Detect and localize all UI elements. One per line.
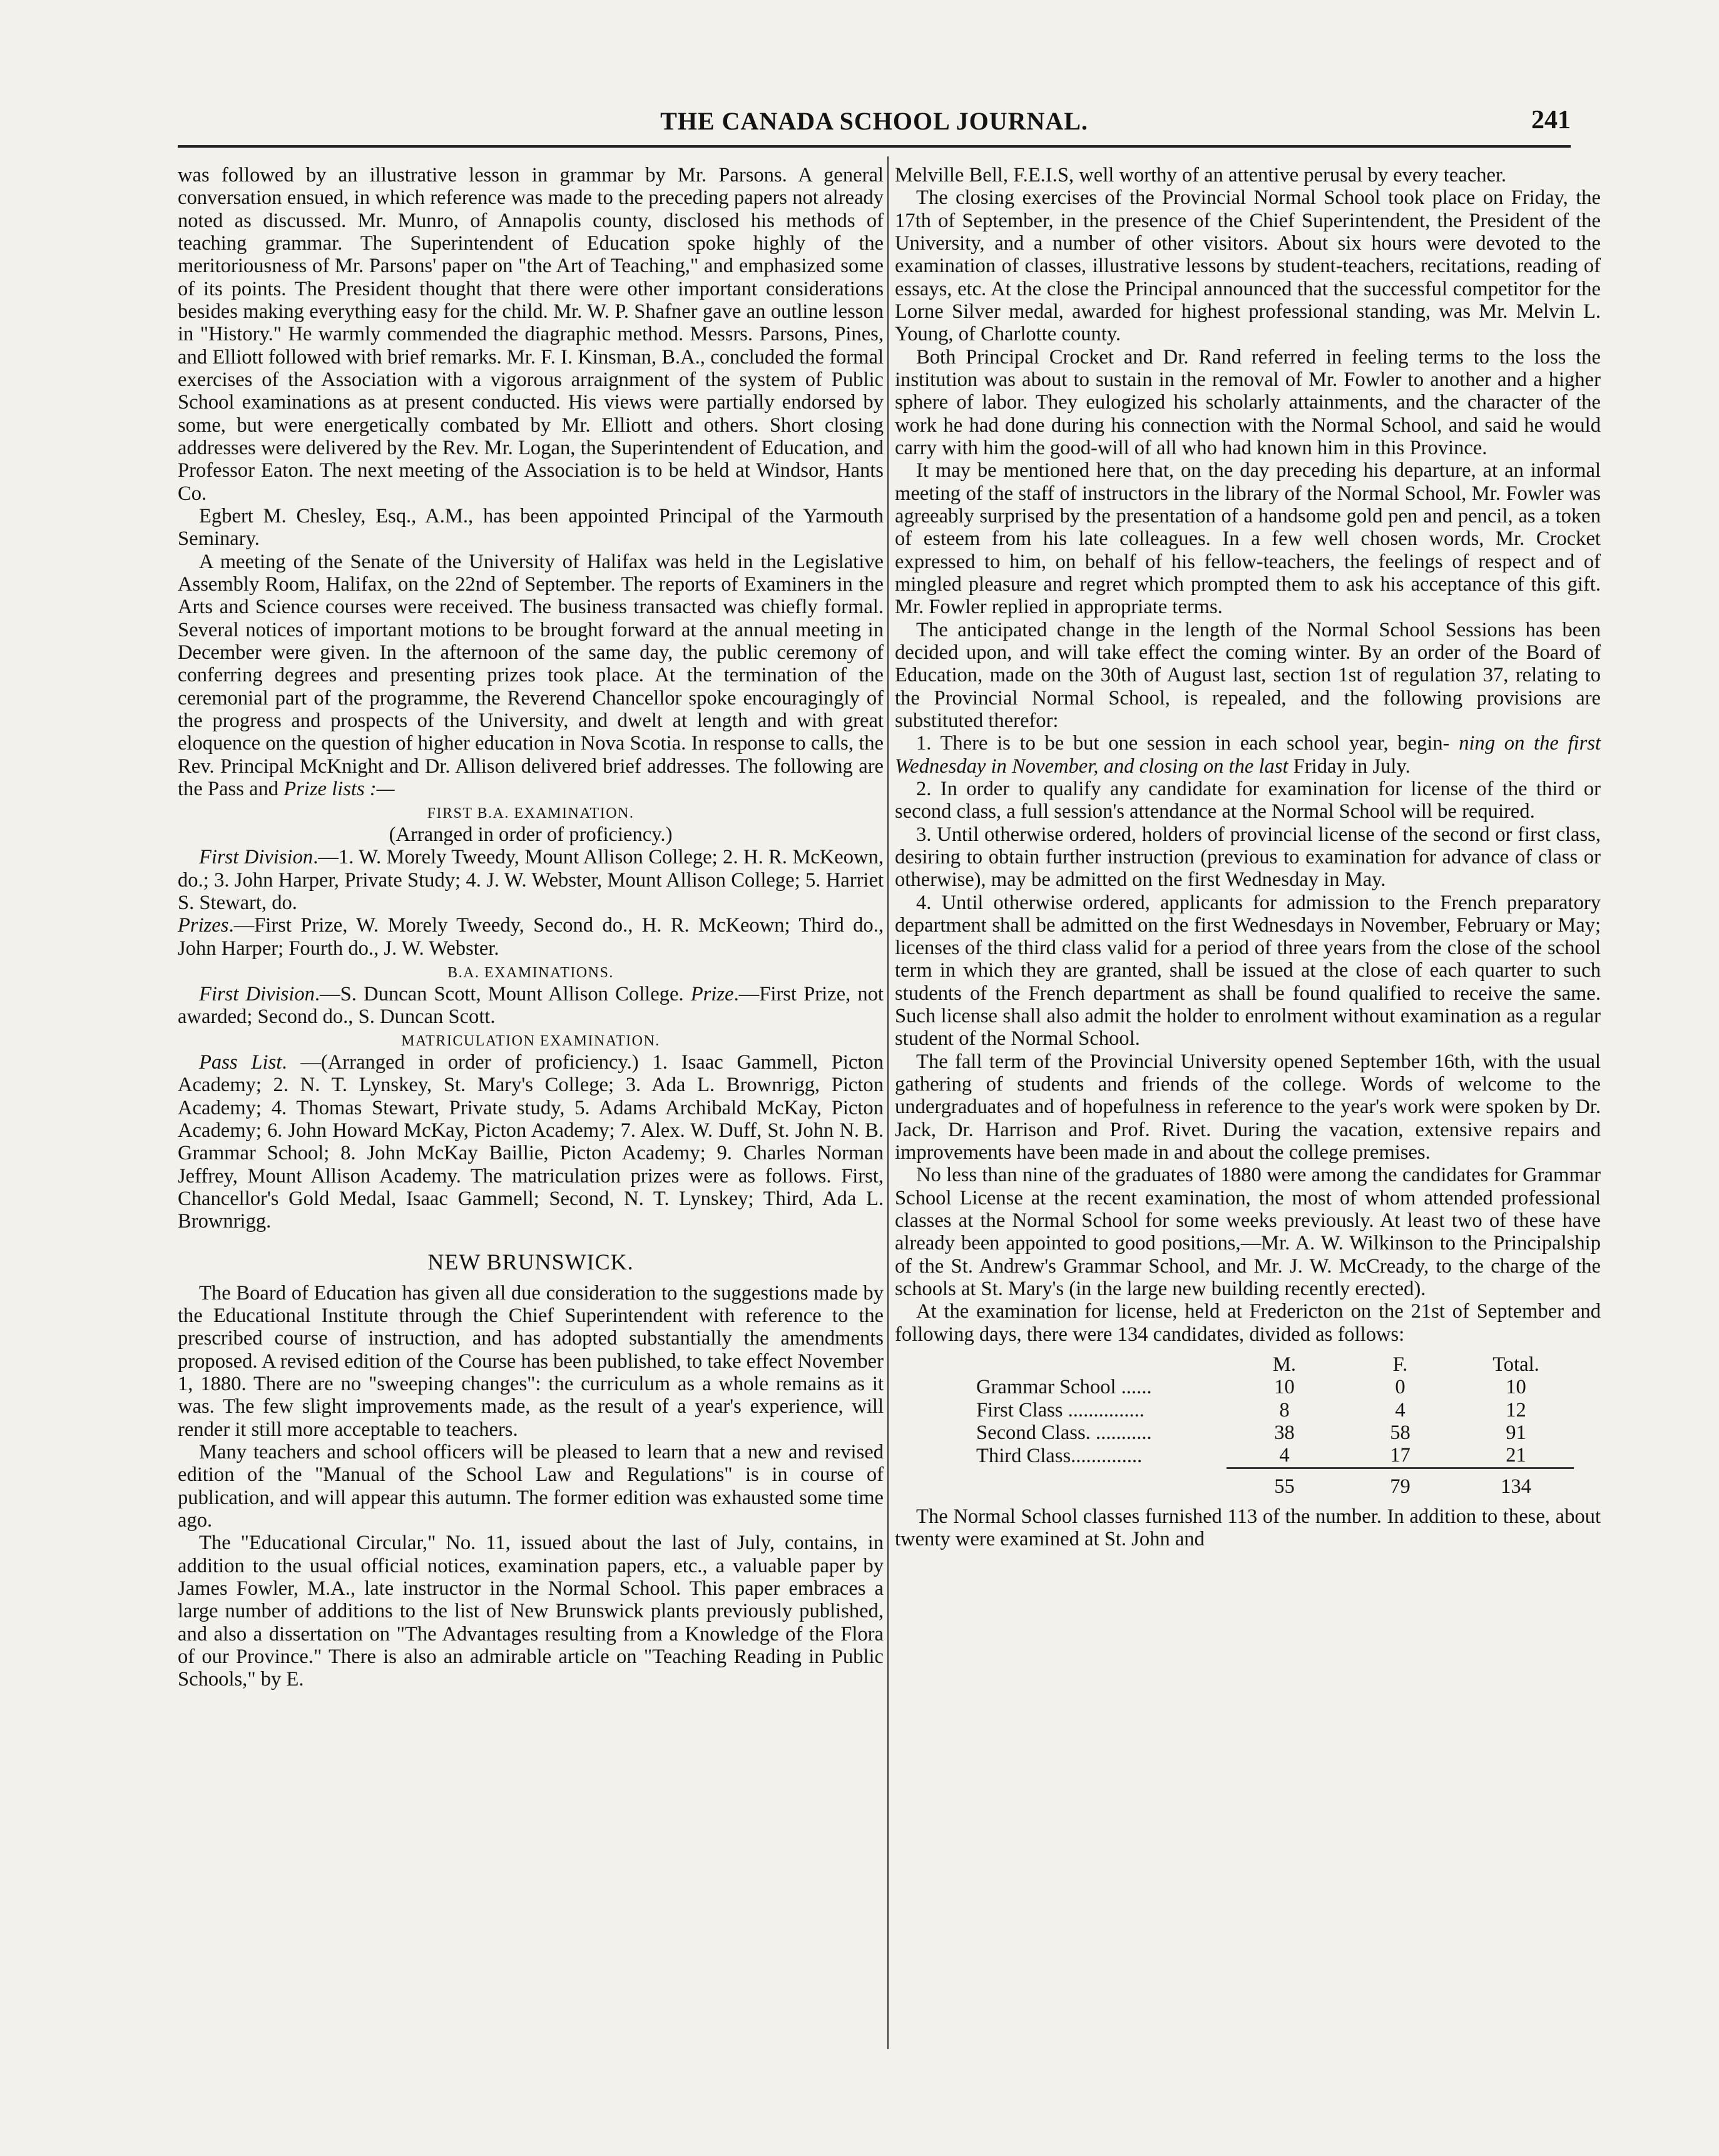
table-row — [976, 1399, 1574, 1421]
paragraph: was followed by an illustrative lesson in grammar by Mr. Parsons. A general conversation ensued, in which reference was made to the preceding papers not already noted as discussed. Mr. Munro, of Annapolis county, disclosed his methods of teaching grammar. The Superintendent of Education spoke highly of the meritoriousness of Mr. Parsons' paper on "the Art of Teaching," and emphasized some of its points. The President thought that there were other important considerations besides making everything easy for the child. Mr. W. P. Shafner gave an outline lesson in "History." He warmly commended the diagraphic method. Messrs. Parsons, Pines, and Elliott followed with brief remarks. Mr. F. I. Kinsman, B.A., concluded the formal exercises of the Association with a vigorous arraignment of the system of Public School examinations as at present conducted. His views were partially endorsed by some, but were energetically combated by Mr. Elliott and others. Short closing addresses were delivered by the Rev. Mr. Logan, the Superintendent of Education, and Professor Eaton. The next meeting of the Association is to be held at Windsor, Hants Co. — [178, 164, 884, 505]
paragraph: The Board of Education has given all due consideration to the suggestions made by the Educational Institute through the Chief Superintendent with reference to the prescribed course of instruction, and has adopted substantially the amendments proposed. A revised edition of the Course has been published, to take effect November 1, 1880. There are no "sweeping changes": the curriculum as a whole remains as it was. The few slight improvements made, as the result of a year's experience, will render it still more acceptable to teachers. — [178, 1281, 884, 1441]
cell-total: 21 — [1506, 1444, 1526, 1467]
paragraph — [178, 551, 884, 801]
table-row — [976, 1444, 1574, 1468]
cell-m: 10 — [1274, 1376, 1295, 1399]
subheading-ba: B.A. EXAMINATIONS. — [447, 964, 614, 981]
subheading-first-ba: FIRST B.A. EXAMINATION. — [427, 805, 635, 822]
regulation-text: Friday in July. — [1293, 755, 1410, 778]
right-column — [895, 164, 1601, 1551]
cell-m: 8 — [1279, 1398, 1290, 1421]
total-m: 55 — [1227, 1468, 1342, 1498]
paragraph: The closing exercises of the Provincial Normal School took place on Friday, the 17th of September, in the presence of the Chief Superintendent, the President of the University, and a number of other visitors. About six hours were devoted to the examination of classes, illustrative lessons by student-teachers, recitations, reading of essays, etc. At the close the Principal announced that the successful competitor for the Lorne Silver medal, awarded for highest professional standing, was Mr. Melvin L. Young, of Charlotte county. — [895, 186, 1601, 346]
list-entry — [178, 983, 884, 1029]
prize-lists-label: Prize lists :— — [283, 777, 395, 800]
entry-text: .—First Prize, W. Morely Tweedy, Second do., H. R. McKeown; Third do., John Harper; Fourth do., J. W. Webster. — [178, 914, 884, 960]
table-row — [976, 1376, 1574, 1398]
header-blank — [976, 1353, 1227, 1376]
cell-f: 58 — [1390, 1421, 1410, 1445]
row-label: Grammar School ...... — [976, 1376, 1152, 1399]
entry-text: .—S. Duncan Scott, Mount Allison College. — [314, 982, 684, 1005]
total-all: 134 — [1458, 1468, 1574, 1498]
cell-total: 12 — [1506, 1398, 1526, 1421]
regulation-item: 3. Until otherwise ordered, holders of provincial license of the second or first class, desiring to obtain further instruction (previous to examination for advance of class or otherwise), may be admitted on the first Wednesday in May. — [895, 823, 1601, 892]
candidates-table — [976, 1353, 1574, 1498]
table-header-row — [976, 1353, 1574, 1376]
totals-blank — [976, 1468, 1227, 1498]
list-entry — [178, 1051, 884, 1233]
paragraph: At the examination for license, held at Fredericton on the 21st of September and following days, there were 134 candidates, divided as follows: — [895, 1300, 1601, 1346]
entry-text: .—1. W. Morely Tweedy, Mount Allison College; 2. H. R. McKeown, do.; 3. John Harper, Private Study; 4. J. W. Webster, Mount Allison College; 5. Harriet S. Stewart, do. — [178, 846, 884, 914]
total-f: 79 — [1342, 1468, 1458, 1498]
paragraph: The Normal School classes furnished 113 of the number. In addition to these, about twenty were examined at St. John and — [895, 1505, 1601, 1551]
page-number: 241 — [1531, 106, 1571, 135]
table-row — [976, 1421, 1574, 1444]
cell-total: 10 — [1506, 1376, 1526, 1399]
paragraph: The anticipated change in the length of the Normal School Sessions has been decided upon, and will take effect the coming winter. By an order of the Board of Education, made on the 30th of August last, section 1st of regulation 37, relating to the Provincial Normal School, is repealed, and the following provisions are substituted therefor: — [895, 618, 1601, 732]
left-column — [178, 164, 884, 1691]
section-heading: NEW BRUNSWICK. — [427, 1249, 634, 1274]
cell-total: 91 — [1506, 1421, 1526, 1445]
paragraph-text: A meeting of the Senate of the University of Halifax was held in the Legislative Assembly Room, Halifax, on the 22nd of September. The reports of Examiners in the Arts and Science courses were received. The business transacted was chiefly formal. Several notices of important motions to be brought forward at the annual meeting in December were given. In the afternoon of the same day, the public ceremony of conferring degrees and presenting prizes took place. At the termination of the ceremonial part of the programme, the Reverend Chancellor spoke encouragingly of the progress and prospects of the University, and dwelt at length and with great eloquence on the question of higher education in Nova Scotia. In response to calls, the Rev. Principal McKnight and Dr. Allison delivered brief addresses. The following are the Pass and — [178, 550, 884, 800]
entry-label: Prizes — [178, 914, 229, 937]
entry-label: First Division — [199, 982, 315, 1005]
regulation-text-italic: ning on the first Wednesday in November, and closing on the last — [895, 732, 1601, 778]
column-header: M. — [1272, 1353, 1297, 1376]
paragraph: No less than nine of the graduates of 1880 were among the candidates for Grammar School License at the recent examination, the most of whom attended professional classes at the Normal School for some weeks previously. At least two of these have already been appointed to good positions,—Mr. A. W. Wilkinson to the Principalship of the St. Andrew's Grammar School, and Mr. J. W. McCready, to the charge of the schools at St. Mary's (in the large new building recently erected). — [895, 1164, 1601, 1301]
cell-m: 4 — [1279, 1444, 1290, 1467]
regulation-item: 2. In order to qualify any candidate for examination for license of the third or second class, a full session's attendance at the Normal School will be required. — [895, 777, 1601, 823]
row-label: Second Class. ........... — [976, 1421, 1152, 1445]
paragraph: Many teachers and school officers will be pleased to learn that a new and revised edition of the "Manual of the School Law and Regulations" is in course of publication, and will appear this autumn. The former edition was exhausted some time ago. — [178, 1441, 884, 1532]
row-label: Third Class.............. — [976, 1445, 1143, 1468]
cell-m: 38 — [1274, 1421, 1295, 1445]
entry-label: First Division — [199, 846, 314, 869]
cell-f: 17 — [1390, 1444, 1410, 1467]
regulation-item: 4. Until otherwise ordered, applicants for admission to the French preparatory department shall be admitted on the first Wednesdays in November, February or May; licenses of the third class valid for a period of three years from the close of the school term in which they are granted, shall be issued at the close of each quarter to such students of the French department as shall be found qualified to receive the same. Such license shall also admit the holder to enrolment without examination as a regular student of the Normal School. — [895, 891, 1601, 1050]
entry-label: Pass List — [199, 1051, 282, 1074]
paragraph: Melville Bell, F.E.I.S, well worthy of an attentive perusal by every teacher. — [895, 164, 1507, 186]
cell-f: 0 — [1395, 1376, 1405, 1399]
entry-label: Prize — [690, 982, 734, 1005]
page-header — [178, 101, 1571, 148]
list-entry — [178, 914, 884, 960]
paragraph: It may be mentioned here that, on the day preceding his departure, at an informal meeting of the staff of instructors in the library of the Normal School, Mr. Fowler was agreeably surprised by the presentation of a handsome gold pen and pencil, as a token of esteem from his late colleagues. In a few well chosen words, Mr. Crocket expressed to him, on behalf of his fellow-teachers, the feelings of respect and of mingled pleasure and regret which prompted them to ask his acceptance of this gift. Mr. Fowler replied in appropriate terms. — [895, 459, 1601, 619]
table-totals-row — [976, 1468, 1574, 1498]
column-header: F. — [1392, 1353, 1408, 1376]
regulation-text: 1. There is to be but one session in each school year, begin- — [916, 732, 1450, 755]
paragraph: The "Educational Circular," No. 11, issued about the last of July, contains, in addition to the usual official notices, examination papers, etc., a valuable paper by James Fowler, M.A., late instructor in the Normal School. This paper embraces a large number of additions to the list of New Brunswick plants previously published, and also a dissertation on "The Advantages resulting from a Knowledge of the Flora of our Province." There is also an admirable article on "Teaching Reading in Public Schools," by E. — [178, 1532, 884, 1691]
journal-title: THE CANADA SCHOOL JOURNAL. — [660, 107, 1088, 135]
list-entry — [178, 846, 884, 914]
entry-text: .—First Prize, not awarded; Second do., S. Duncan Scott. — [178, 982, 884, 1028]
subheading-matriculation: MATRICULATION EXAMINATION. — [401, 1033, 660, 1050]
column-header: Total. — [1492, 1353, 1539, 1376]
paragraph: Egbert M. Chesley, Esq., A.M., has been appointed Principal of the Yarmouth Seminary. — [178, 504, 884, 551]
paragraph: The fall term of the Provincial University opened September 16th, with the usual gathering of students and friends of the college. Words of welcome to the undergraduates and of hopefulness in reference to the year's work were spoken by Dr. Jack, Dr. Harrison and Prof. Rivet. During the vacation, extensive repairs and improvements have been made in and about the college premises. — [895, 1050, 1601, 1164]
column-divider — [887, 156, 889, 2049]
paragraph: Both Principal Crocket and Dr. Rand referred in feeling terms to the loss the institution was about to sustain in the removal of Mr. Fowler to another and a higher sphere of labor. They eulogized his scholarly attainments, and the character of the work he had done during his connection with the Normal School, and said he would carry with him the good-will of all who had known him in this Province. — [895, 345, 1601, 459]
arranged-note: (Arranged in order of proficiency.) — [389, 823, 673, 846]
regulation-item — [895, 732, 1601, 778]
entry-text: . —(Arranged in order of proficiency.) 1. Isaac Gammell, Picton Academy; 2. N. T. Lynskey, St. Mary's College; 3. Ada L. Brownrigg, Picton Academy; 4. Thomas Stewart, Private study, 5. Adams Archibald McKay, Picton Academy; 6. John Howard McKay, Picton Academy; 7. Alex. W. Duff, St. John N. B. Grammar School; 8. John McKay Baillie, Picton Academy; 9. Charles Norman Jeffrey, Mount Allison Academy. The matriculation prizes were as follows. First, Chancellor's Gold Medal, Isaac Gammell; Second, N. T. Lynskey; Third, Ada L. Brownrigg. — [178, 1051, 884, 1233]
row-label: First Class ............... — [976, 1398, 1145, 1421]
cell-f: 4 — [1395, 1398, 1405, 1421]
